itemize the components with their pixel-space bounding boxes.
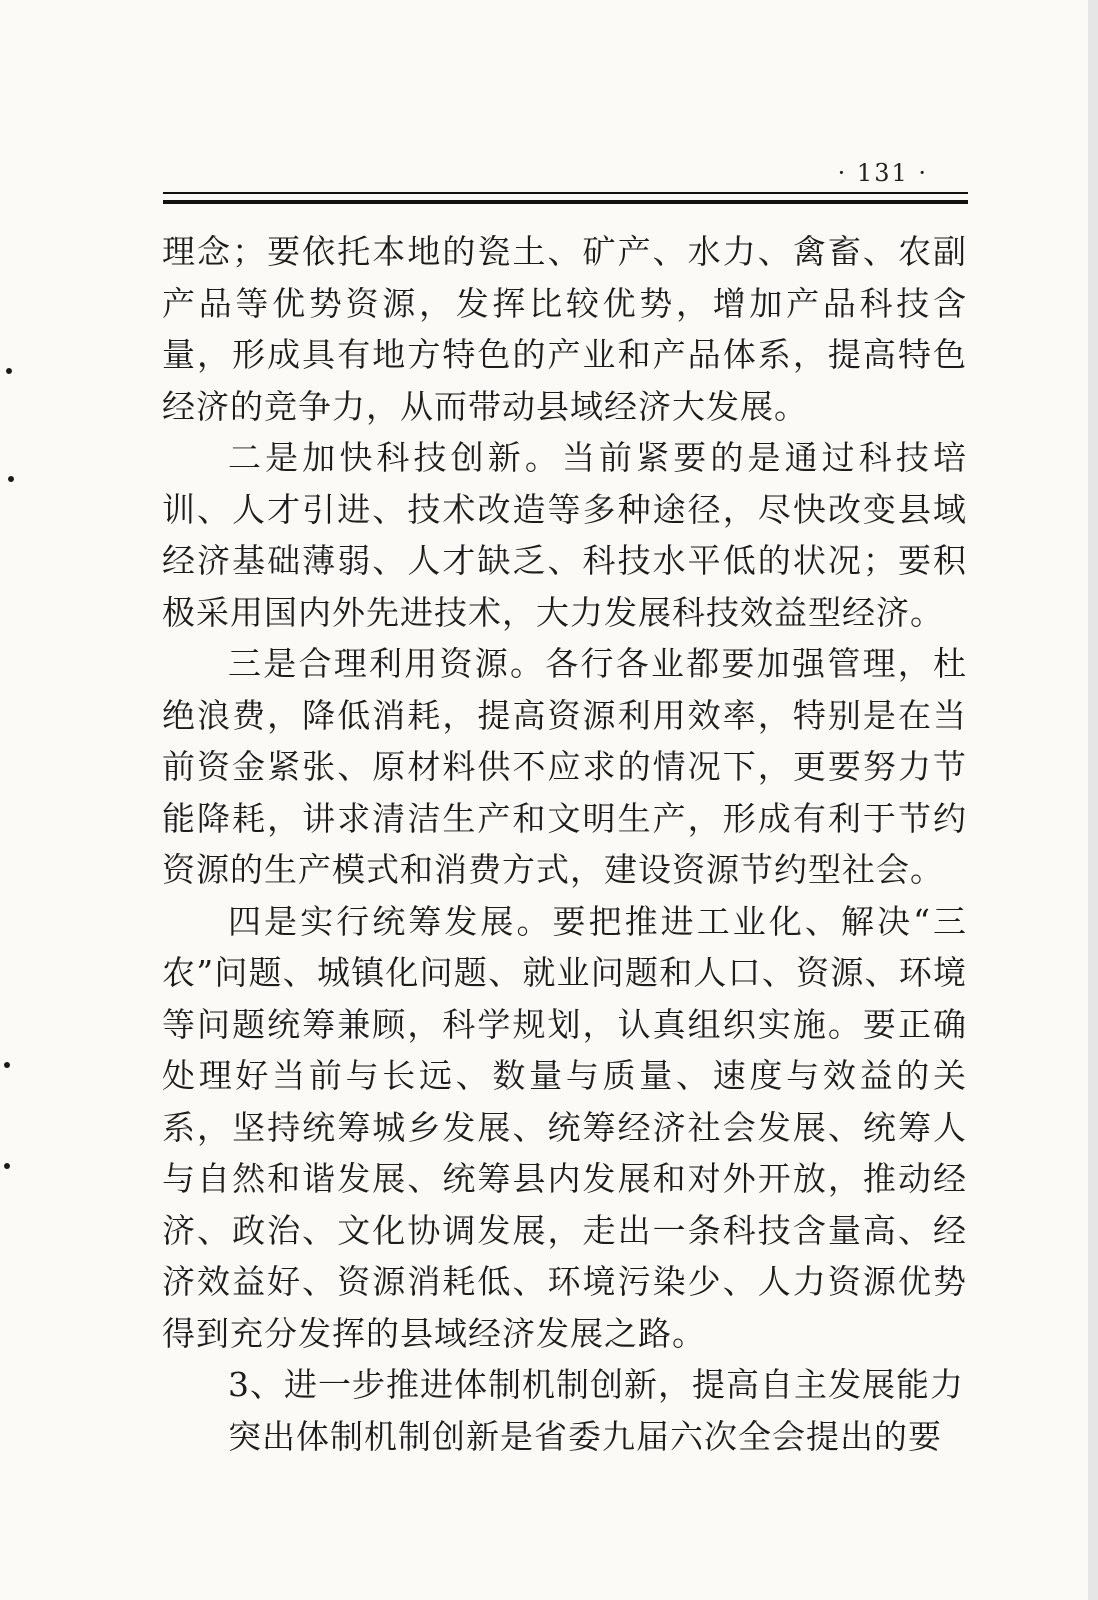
paragraph-5: 突出体制机制创新是省委九届六次全会提出的要 — [228, 1416, 942, 1456]
page-edge-shadow — [1088, 0, 1098, 1600]
paragraph-4: 四是实行统筹发展。要把推进工业化、解决“三农”问题、城镇化问题、就业问题和人口、资源、环境等问题统筹兼顾，科学规划，认真组织实施。要正确处理好当前与长远、数量与质量、速度与效益的关系，坚持统筹城乡发展、统筹经济社会发展、统筹人与自然和谐发展、统筹县内发展和对外开放，推动经济、政治、文化协调发展，走出一条科技含量高、经济效益好、资源消耗低、环境污染少、人力资源优势得到充分发挥的县域经济发展之路。 — [162, 901, 967, 1353]
paragraph-1: 理念；要依托本地的瓷土、矿产、水力、禽畜、农副产品等优势资源，发挥比较优势，增加产品科技含量，形成具有地方特色的产业和产品体系，提高特色经济的竞争力，从而带动县域经济大发展。 — [162, 232, 967, 426]
scan-speck — [6, 368, 12, 374]
scan-speck — [4, 1062, 10, 1068]
page-header — [163, 150, 968, 210]
scan-speck — [8, 476, 14, 482]
page-number: · 131 · — [837, 159, 928, 187]
paragraph-2: 二是加快科技创新。当前紧要的是通过科技培训、人才引进、技术改造等多种途径，尽快改变县域经济基础薄弱、人才缺乏、科技水平低的状况；要积极采用国内外先进技术，大力发展科技效益型经济。 — [162, 438, 967, 632]
header-rule-thick — [163, 200, 968, 204]
section-heading: 3、进一步推进体制机制创新，提高自主发展能力 — [228, 1365, 964, 1404]
header-rule-thin — [163, 192, 968, 194]
paragraph-3: 三是合理利用资源。各行各业都要加强管理，杜绝浪费，降低消耗，提高资源利用效率，特别是在当前资金紧张、原材料供不应求的情况下，更要努力节能降耗，讲求清洁生产和文明生产，形成有利于节约资源的生产模式和消费方式，建设资源节约型社会。 — [162, 644, 967, 889]
body-text — [162, 226, 967, 1462]
scan-speck — [4, 1163, 10, 1169]
